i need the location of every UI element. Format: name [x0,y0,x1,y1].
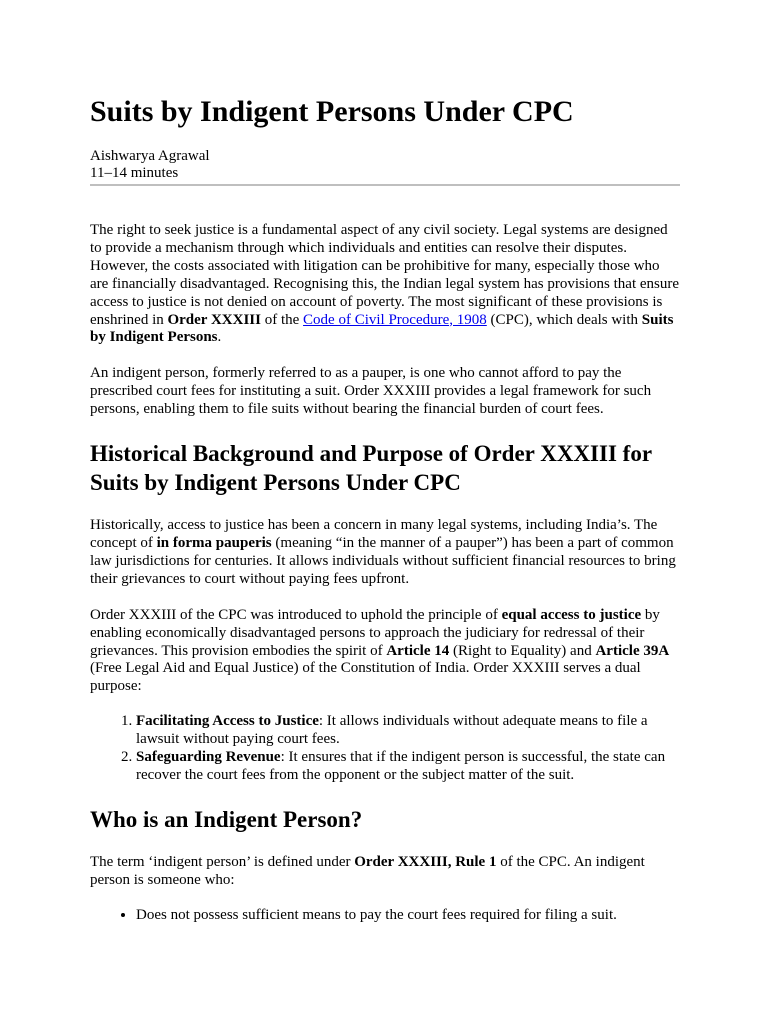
section1-paragraph-1 [90,517,680,589]
text-span: . [217,329,222,346]
text-span: (Free Legal Aid and Equal Justice) of the Constitution of India. Order XXXIII serves a dual purpose: [90,660,641,695]
text-span: : It ensures that if the indigent person is successful, the state can recover the court fees from the opponent or the subject matter of the suit. [136,749,666,783]
text-span: The right to seek justice is a fundamental aspect of any civil society. Legal systems are designed to provide a mechanism through which individuals and entities can resolve their disputes. However, the costs associated with litigation can be prohibitive for many, especially those who are financially disadvantaged. Recognising this, the Indian legal system has provisions that ensure access to justice is not denied on account of poverty. The most significant of these provisions is enshrined in [90,222,680,328]
section1-paragraph-2 [90,607,680,697]
article-title: Suits by Indigent Persons Under CPC [90,95,574,128]
text-span: (meaning “in the manner of a pauper”) has been a part of common law jurisdictions for centuries. It allows individuals without sufficient financial resources to bring their grievances to court without paying fees upfront. [90,534,676,587]
bold-text: in forma pauperis [156,534,272,551]
purpose-list [90,713,680,785]
text-span: by enabling economically disadvantaged persons to approach the judiciary for redressal of their grievances. This provision embodies the spirit of [90,606,660,659]
bold-text: Order XXXIII [167,311,261,328]
section-heading-historical: Historical Background and Purpose of Order XXXIII for Suits by Indigent Persons Under CPC [90,441,652,496]
text-span: Historically, access to justice has been a concern in many legal systems, including India’s. The concept of [90,517,658,551]
list-item: • Does not possess sufficient means to pay the court fees required for filing a suit. [136,907,680,925]
section-heading-indigent: Who is an Indigent Person? [90,806,363,832]
byline-divider [90,184,680,186]
article-byline [90,148,680,182]
text-span: : It allows individuals without adequate means to file a lawsuit without paying court fees. [136,713,648,748]
bold-text: Article 39A [595,642,670,659]
section2-paragraph-1 [90,854,680,890]
bold-text: Order XXXIII, Rule 1 [354,853,497,870]
text-span: of the CPC. An indigent person is someone who: [90,853,645,888]
bold-text: Facilitating Access to Justice [136,713,319,730]
bold-text: Article 14 [386,642,450,659]
text-span: (Right to Equality) and [449,642,596,659]
list-item [136,713,680,749]
bold-text: equal access to justice [501,606,642,623]
intro-paragraph-1 [90,222,680,347]
read-time: 11–14 minutes [90,165,179,181]
author-name: Aishwarya Agrawal [90,148,210,164]
text-span: Order XXXIII of the CPC was introduced to uphold the principle of [90,606,502,623]
bold-text: Safeguarding Revenue [136,749,281,766]
text-span: (CPC), which deals with [486,311,642,328]
definition-list [90,907,680,925]
text-span: of the [260,311,304,328]
article-content [90,94,680,925]
intro-paragraph-2: An indigent person, formerly referred to as a pauper, is one who cannot afford to pay the prescribed court fees for instituting a suit. Order XXXIII provides a legal framework for such persons, enabling them to file suits without bearing the financial burden of court fees. [90,365,652,418]
cpc-link[interactable]: Code of Civil Procedure, 1908 [303,311,487,328]
text-span: The term ‘indigent person’ is defined under [90,853,355,870]
bold-text: Suits by Indigent Persons [90,311,674,346]
list-item [136,749,680,785]
